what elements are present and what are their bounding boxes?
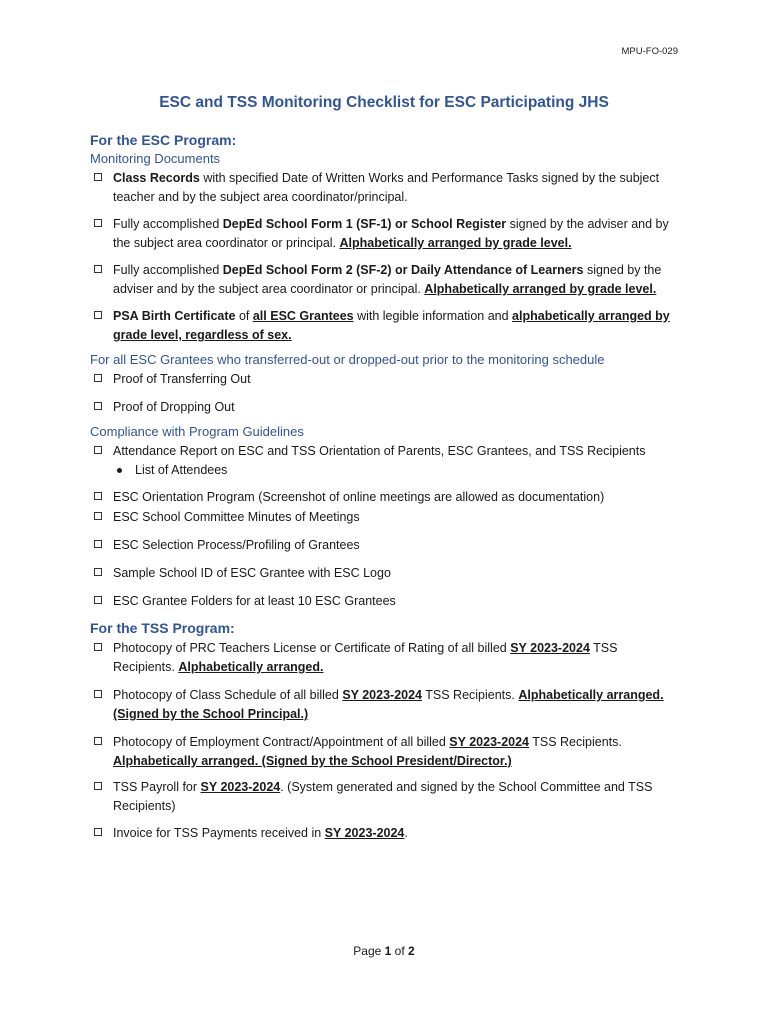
checkbox-icon[interactable] bbox=[94, 219, 102, 227]
checkbox-icon[interactable] bbox=[94, 374, 102, 382]
checklist-item-tss-payroll bbox=[90, 778, 682, 816]
item-text: Attendance Report on ESC and TSS Orientation of Parents, ESC Grantees, and TSS Recipients bbox=[113, 444, 646, 458]
item-emphasis-text: SY 2023-2024 bbox=[324, 826, 405, 840]
monitoring-documents-heading: Monitoring Documents bbox=[90, 151, 221, 166]
item-emphasis-text: SY 2023-2024 bbox=[510, 641, 590, 655]
checkbox-icon[interactable] bbox=[94, 265, 102, 273]
checklist-item-transfer-proof bbox=[90, 370, 682, 389]
item-text: ESC Orientation Program (Screenshot of online meetings are allowed as documentation) bbox=[113, 490, 605, 504]
page-footer bbox=[0, 944, 768, 958]
checklist-item-employment-contract bbox=[90, 733, 682, 771]
item-text: Sample School ID of ESC Grantee with ESC Logo bbox=[113, 566, 391, 580]
checkbox-icon[interactable] bbox=[94, 512, 102, 520]
sub-item-list-of-attendees bbox=[90, 461, 682, 480]
item-text: ESC School Committee Minutes of Meetings bbox=[113, 510, 360, 524]
page-label: Page bbox=[353, 944, 385, 958]
item-emphasis-text: SY 2023-2024 bbox=[342, 688, 423, 702]
checkbox-icon[interactable] bbox=[94, 596, 102, 604]
page-title: ESC and TSS Monitoring Checklist for ESC Participating JHS bbox=[159, 94, 609, 111]
item-text: . (System generated and signed by the School Committee and TSS Recipients) bbox=[113, 780, 653, 813]
item-text: List of Attendees bbox=[135, 463, 228, 477]
item-text: ESC Grantee Folders for at least 10 ESC Grantees bbox=[113, 594, 396, 608]
checkbox-icon[interactable] bbox=[94, 173, 102, 181]
checkbox-icon[interactable] bbox=[94, 540, 102, 548]
checkbox-icon[interactable] bbox=[94, 446, 102, 454]
checkbox-icon[interactable] bbox=[94, 402, 102, 410]
item-text: Photocopy of PRC Teachers License or Certificate of Rating of all billed bbox=[113, 641, 511, 655]
page-total: 2 bbox=[408, 944, 415, 958]
item-emphasis-text: all ESC Grantees bbox=[252, 309, 354, 323]
item-text: signed by the adviser and by the subject area coordinator or principal. bbox=[113, 217, 669, 250]
checklist-item-psa bbox=[90, 307, 682, 345]
item-emphasis-text: Alphabetically arranged by grade level. bbox=[339, 236, 572, 250]
checkbox-icon[interactable] bbox=[94, 782, 102, 790]
item-text: with legible information and bbox=[353, 309, 513, 323]
checkbox-icon[interactable] bbox=[94, 828, 102, 836]
checklist-item-prc-license bbox=[90, 639, 682, 677]
item-bold-text: DepEd School Form 2 (SF-2) or Daily Attendance of Learners bbox=[222, 263, 584, 277]
checklist-item-orientation-program bbox=[90, 488, 682, 507]
esc-documents-list bbox=[90, 169, 682, 345]
item-text: Proof of Transferring Out bbox=[113, 372, 251, 386]
tss-program-heading: For the TSS Program: bbox=[90, 620, 235, 636]
item-text: Invoice for TSS Payments received in bbox=[113, 826, 325, 840]
checkbox-icon[interactable] bbox=[94, 690, 102, 698]
item-emphasis-text: Alphabetically arranged. (Signed by the School Principal.) bbox=[113, 688, 664, 721]
item-text: Fully accomplished bbox=[113, 263, 223, 277]
checkbox-icon[interactable] bbox=[94, 311, 102, 319]
page-of-label: of bbox=[391, 944, 409, 958]
checklist-content bbox=[90, 132, 682, 843]
checklist-item-selection-process bbox=[90, 536, 682, 555]
item-text: with specified Date of Written Works and Performance Tasks signed by the subject teacher and by the subject area coordinator/principal. bbox=[113, 171, 660, 204]
item-text: Proof of Dropping Out bbox=[113, 400, 235, 414]
item-bold-text: PSA Birth Certificate bbox=[113, 309, 236, 323]
document-code: MPU-FO-029 bbox=[621, 46, 678, 57]
item-bold-text: DepEd School Form 1 (SF-1) or School Register bbox=[222, 217, 507, 231]
checklist-item-committee-minutes bbox=[90, 508, 682, 527]
checklist-item-dropout-proof bbox=[90, 398, 682, 417]
item-text: Photocopy of Class Schedule of all billed bbox=[113, 688, 343, 702]
item-text: TSS Recipients. bbox=[113, 641, 618, 674]
transfer-dropout-list bbox=[90, 370, 682, 417]
item-text: Fully accomplished bbox=[113, 217, 223, 231]
item-emphasis-text: Alphabetically arranged by grade level. bbox=[424, 282, 657, 296]
compliance-heading: Compliance with Program Guidelines bbox=[90, 424, 304, 439]
checkbox-icon[interactable] bbox=[94, 492, 102, 500]
checklist-item-class-records bbox=[90, 169, 682, 207]
checklist-item-grantee-folders bbox=[90, 592, 682, 611]
item-emphasis-text: Alphabetically arranged. bbox=[178, 660, 324, 674]
checkbox-icon[interactable] bbox=[94, 643, 102, 651]
checklist-item-invoice bbox=[90, 824, 682, 843]
checklist-item-sf2 bbox=[90, 261, 682, 299]
item-emphasis-text: alphabetically arranged by grade level, regardless of sex. bbox=[113, 309, 670, 342]
item-text: TSS Recipients. bbox=[529, 735, 622, 749]
compliance-list bbox=[90, 442, 682, 611]
checklist-item-attendance-report bbox=[90, 442, 682, 461]
item-text: TSS Recipients. bbox=[422, 688, 519, 702]
bullet-icon bbox=[117, 468, 122, 473]
item-text: Photocopy of Employment Contract/Appointment of all billed bbox=[113, 735, 450, 749]
item-text: of bbox=[235, 309, 253, 323]
item-emphasis-text: SY 2023-2024 bbox=[200, 780, 281, 794]
checklist-item-school-id bbox=[90, 564, 682, 583]
item-text: . bbox=[404, 826, 408, 840]
item-text: ESC Selection Process/Profiling of Grantees bbox=[113, 538, 360, 552]
esc-program-heading: For the ESC Program: bbox=[90, 132, 237, 148]
item-text: TSS Payroll for bbox=[113, 780, 201, 794]
page-number: 1 bbox=[384, 944, 392, 958]
transfer-dropout-heading: For all ESC Grantees who transferred-out or dropped-out prior to the monitoring schedule bbox=[90, 352, 605, 367]
checkbox-icon[interactable] bbox=[94, 737, 102, 745]
item-emphasis-text: SY 2023-2024 bbox=[449, 735, 529, 749]
item-bold-text: Class Records bbox=[113, 171, 200, 185]
item-emphasis-text: Alphabetically arranged. (Signed by the School President/Director.) bbox=[113, 754, 512, 768]
checklist-item-sf1 bbox=[90, 215, 682, 253]
checklist-item-class-schedule bbox=[90, 686, 682, 724]
tss-list bbox=[90, 639, 682, 843]
checkbox-icon[interactable] bbox=[94, 568, 102, 576]
item-text: signed by the adviser and by the subject area coordinator or principal. bbox=[113, 263, 662, 296]
